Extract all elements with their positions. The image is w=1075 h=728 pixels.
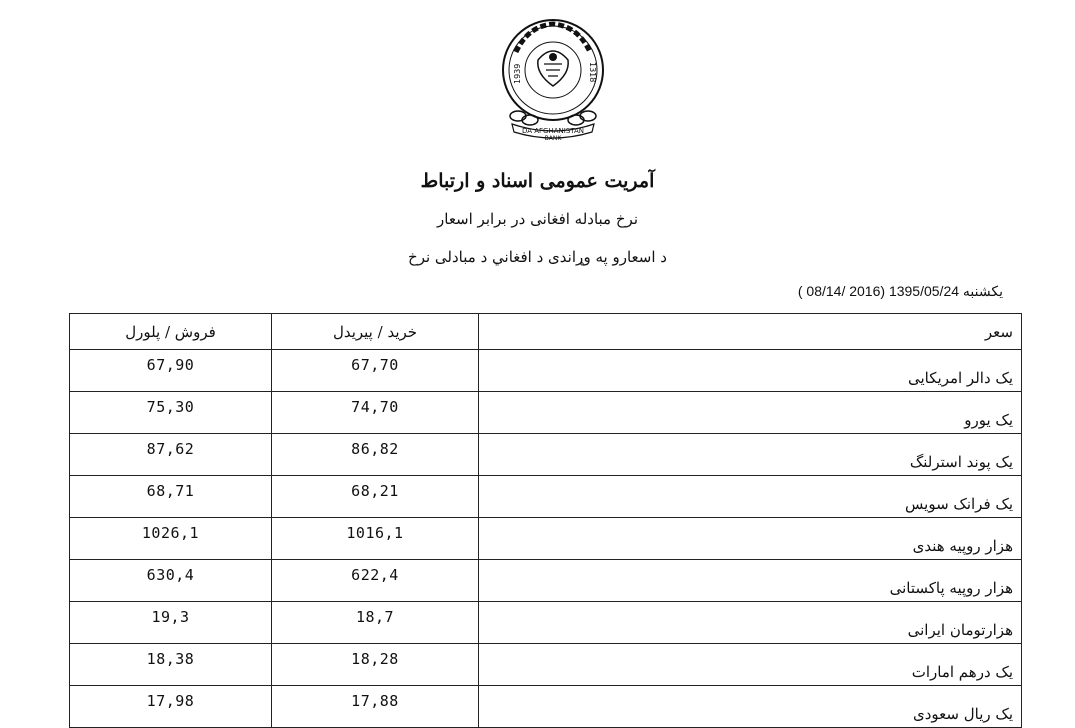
currency-cell: یک پوند استرلنگ bbox=[479, 434, 1022, 476]
sell-cell: 68,71 bbox=[70, 476, 272, 518]
table-row bbox=[70, 476, 1022, 518]
header-buy: خرید / پیریدل bbox=[272, 314, 479, 350]
date-line: یکشنبه 1395/05/24 (2016 /08/14 ) bbox=[797, 283, 1003, 299]
buy-cell: 18,28 bbox=[272, 644, 479, 686]
currency-cell: یک ریال سعودی bbox=[479, 686, 1022, 728]
table-row bbox=[70, 518, 1022, 560]
table-row bbox=[70, 602, 1022, 644]
buy-cell: 67,70 bbox=[272, 350, 479, 392]
currency-cell: یک یورو bbox=[479, 392, 1022, 434]
table-row bbox=[70, 644, 1022, 686]
logo-year-left: 1939 bbox=[513, 63, 522, 84]
currency-cell: یک دالر امریکایی bbox=[479, 350, 1022, 392]
table-row bbox=[70, 686, 1022, 728]
buy-cell: 17,88 bbox=[272, 686, 479, 728]
page-subtitle-pashto: د اسعارو په وړاندی د افغاني د مبادلی نرخ bbox=[408, 248, 667, 266]
table-row bbox=[70, 350, 1022, 392]
page-subtitle-dari: نرخ مبادله افغانی در برابر اسعار bbox=[437, 210, 638, 228]
exchange-rate-table bbox=[69, 313, 1022, 728]
table-row bbox=[70, 560, 1022, 602]
header-currency: سعر bbox=[479, 314, 1022, 350]
buy-cell: 1016,1 bbox=[272, 518, 479, 560]
sell-cell: 18,38 bbox=[70, 644, 272, 686]
header-sell: فروش / پلورل bbox=[70, 314, 272, 350]
table-row bbox=[70, 392, 1022, 434]
sell-cell: 17,98 bbox=[70, 686, 272, 728]
sell-cell: 1026,1 bbox=[70, 518, 272, 560]
sell-cell: 75,30 bbox=[70, 392, 272, 434]
sell-cell: 630,4 bbox=[70, 560, 272, 602]
currency-cell: هزارتومان ایرانی bbox=[479, 602, 1022, 644]
sell-cell: 19,3 bbox=[70, 602, 272, 644]
page-title: آمریت عمومی اسناد و ارتباط bbox=[420, 170, 655, 192]
sell-cell: 87,62 bbox=[70, 434, 272, 476]
buy-cell: 86,82 bbox=[272, 434, 479, 476]
currency-cell: هزار روپیه هندی bbox=[479, 518, 1022, 560]
logo-year-right: 1318 bbox=[588, 62, 597, 83]
buy-cell: 68,21 bbox=[272, 476, 479, 518]
currency-cell: یک فرانک سویس bbox=[479, 476, 1022, 518]
buy-cell: 74,70 bbox=[272, 392, 479, 434]
svg-text:DA AFGHANISTAN: DA AFGHANISTAN bbox=[521, 127, 585, 135]
svg-text:BANK: BANK bbox=[544, 135, 562, 142]
table-header-row bbox=[70, 314, 1022, 350]
table-row bbox=[70, 434, 1022, 476]
buy-cell: 622,4 bbox=[272, 560, 479, 602]
sell-cell: 67,90 bbox=[70, 350, 272, 392]
currency-cell: یک درهم امارات bbox=[479, 644, 1022, 686]
bank-seal-logo bbox=[488, 12, 618, 142]
buy-cell: 18,7 bbox=[272, 602, 479, 644]
currency-cell: هزار روپیه پاکستانی bbox=[479, 560, 1022, 602]
